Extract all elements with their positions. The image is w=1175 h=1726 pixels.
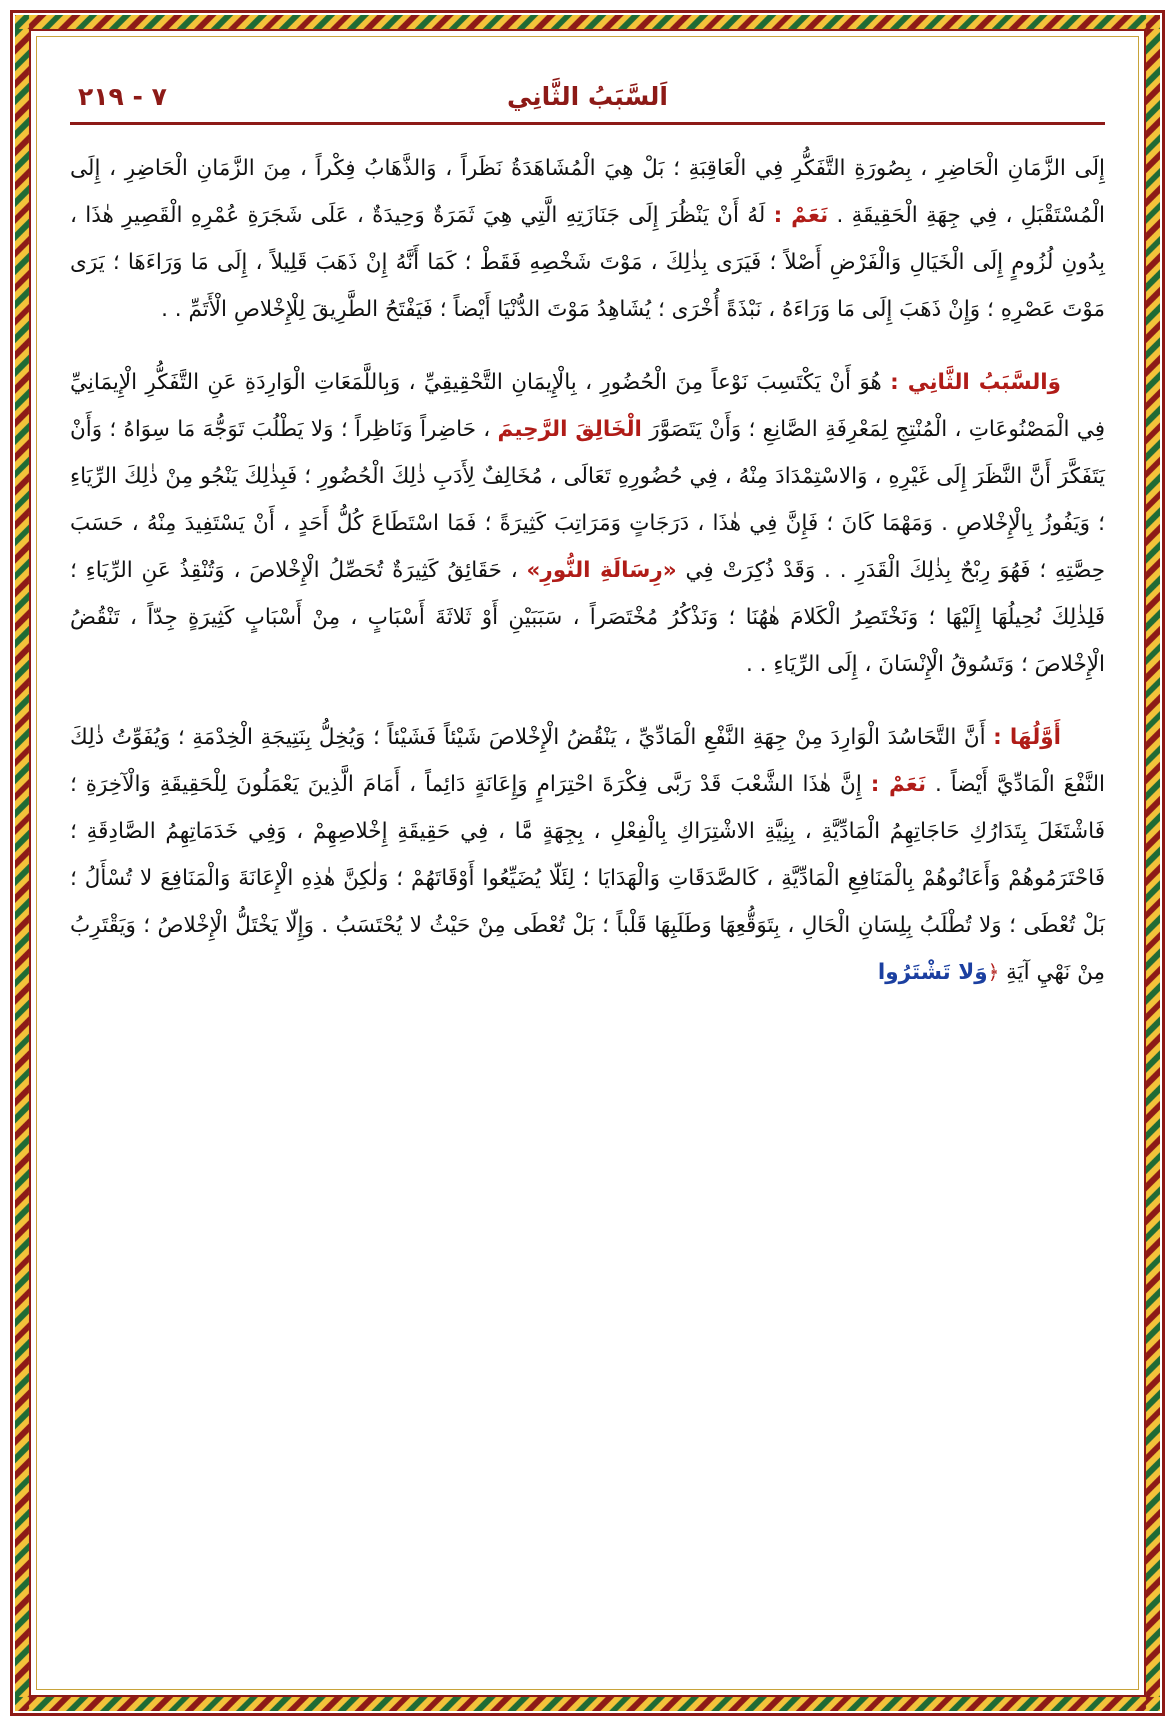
paragraph	[70, 714, 1105, 996]
highlighted-text-run: نَعَمْ :	[773, 203, 829, 228]
text-run: ، حَاضِراً وَنَاظِراً ؛ وَلا يَطْلُبَ تَوَجُّهَ مَا سِوَاهُ ؛ وَأَنْ يَتَفَكَّرَ أَنَّ النَّظَرَ إِلَى غَيْرِهِ ، وَالاسْتِمْدَادَ مِنْهُ ، فِي حُضُورِهِ تَعَالَى ، مُخَالِفٌ لِأَدَبِ ذٰلِكَ الْحُضُورِ ؛ فَبِذٰلِكَ يَنْجُو مِنْ ذٰلِكَ الرِّيَاءِ ؛ وَيَفُوزُ بِالْإِخْلاصِ . وَمَهْمَا كَانَ ؛ فَإِنَّ فِي هٰذَا ، دَرَجَاتٍ وَمَرَاتِبَ كَثِيرَةً ؛ فَمَا اسْتَطَاعَ كُلُّ أَحَدٍ ، أَنْ يَسْتَفِيدَ مِنْهُ ، حَسَبَ حِصَّتِهِ ؛ فَهُوَ رِبْحٌ بِذٰلِكَ الْقَدَرِ . . وَقَدْ ذُكِرَتْ فِي	[70, 417, 1105, 583]
highlighted-text-run: وَلا تَشْتَرُوا	[877, 960, 988, 985]
text-run: إِلَى الزَّمَانِ الْحَاضِرِ ، بِصُورَةِ التَّفَكُّرِ فِي الْعَاقِبَةِ ؛ بَلْ هِيَ الْمُشَاهَدَةُ نَظَراً ، وَالذَّهَابُ فِكْراً ، مِنَ الزَّمَانِ الْحَاضِرِ ، إِلَى الْمُسْتَقْبَلِ ، فِي جِهَةِ الْحَقِيقَةِ .	[70, 156, 1105, 228]
header-divider	[70, 122, 1105, 125]
text-run: هُوَ أَنْ يَكْتَسِبَ نَوْعاً مِنَ الْحُضُورِ ، بِالْإِيمَانِ التَّحْقِيقِيِّ ، وَبِاللَّمَعَاتِ الْوَارِدَةِ عَنِ التَّفَكُّرِ الْإِيمَانِيِّ فِي الْمَصْنُوعَاتِ ، الْمُنْتِجِ لِمَعْرِفَةِ الصَّانِعِ ؛ وَأَنْ يَتَصَوَّرَ	[70, 370, 1105, 442]
paragraph	[70, 359, 1105, 688]
page-content	[52, 52, 1123, 1674]
highlighted-text-run: وَالسَّبَبُ الثَّانِي :	[890, 370, 1062, 395]
body-text	[70, 145, 1105, 996]
paragraph	[70, 145, 1105, 333]
page-title: اَلسَّبَبُ الثَّانِي	[507, 81, 668, 111]
highlighted-text-run: الْخَالِقَ الرَّحِيمَ	[497, 417, 642, 442]
page-header	[70, 74, 1105, 118]
text-run: لَهُ أَنْ يَنْظُرَ إِلَى جَنَازَتِهِ الَّتِي هِيَ ثَمَرَةٌ وَحِيدَةٌ ، عَلَى شَجَرَةِ عُمْرِهِ الْقَصِيرِ هٰذَا ، بِدُونِ لُزُومٍ إِلَى الْخَيَالِ وَالْفَرْضِ أَصْلاً ؛ فَيَرَى بِذٰلِكَ ، مَوْتَ شَخْصِهِ فَقَطْ ؛ كَمَا أَنَّهُ إِنْ ذَهَبَ قَلِيلاً ، إِلَى مَا وَرَاءَهَا ؛ يَرَى مَوْتَ عَصْرِهِ ؛ وَإِنْ ذَهَبَ إِلَى مَا وَرَاءَهُ ، نَبْذَةً أُخْرَى ؛ يُشَاهِدُ مَوْتَ الدُّنْيَا أَيْضاً ؛ فَيَفْتَحُ الطَّرِيقَ لِلْإِخْلاصِ الْأَتَمِّ . .	[70, 203, 1105, 322]
highlighted-text-run: أَوَّلُهَا :	[993, 725, 1061, 750]
page-number: ٧ - ٢١٩	[78, 81, 167, 111]
highlighted-text-run: ﴿	[987, 960, 1000, 984]
text-run: إِنَّ هٰذَا الشَّعْبَ قَدْ رَبَّى فِكْرَةَ احْتِرَامٍ وَإِعَانَةٍ دَائِماً ، أَمَامَ الَّذِينَ يَعْمَلُونَ لِلْحَقِيقَةِ وَالْآخِرَةِ ؛ فَاشْتَغَلَ بِتَدَارُكِ حَاجَاتِهِمُ الْمَادِّيَّةِ ، بِنِيَّةِ الاشْتِرَاكِ بِالْفِعْلِ ، بِجِهَةٍ مَّا ، فِي حَقِيقَةِ إِخْلاصِهِمْ ، وَفِي خَدَمَاتِهِمُ الصَّادِقَةِ ؛ فَاحْتَرَمُوهُمْ وَأَعَانُوهُمْ بِالْمَنَافِعِ الْمَادِّيَّةِ ، كَالصَّدَقَاتِ وَالْهَدَايَا ؛ لِئَلّا يُضَيِّعُوا أَوْقَاتَهُمْ ؛ وَلٰكِنَّ هٰذِهِ الْإِعَانَةَ وَالْمَنَافِعَ لا تُسْأَلُ ؛ بَلْ تُعْطَى ؛ وَلا تُطْلَبُ بِلِسَانِ الْحَالِ ، بِتَوَقُّعِهَا وَطَلَبِهَا قَلْباً ؛ بَلْ تُعْطَى مِنْ حَيْثُ لا يُحْتَسَبُ . وَإِلّا يَخْتَلُّ الْإِخْلاصُ ؛ وَيَقْتَرِبُ مِنْ نَهْيِ آيَةِ	[70, 772, 1105, 985]
highlighted-text-run: «رِسَالَةِ النُّورِ»	[526, 558, 677, 583]
text-run: ، حَقَائِقُ كَثِيرَةٌ تُحَصِّلُ الْإِخْلاصَ ، وَتُنْقِذُ عَنِ الرِّيَاءِ ؛ فَلِذٰلِكَ نُحِيلُهَا إِلَيْهَا ؛ وَنَخْتَصِرُ الْكَلامَ هٰهُنَا ؛ وَنَذْكُرُ مُخْتَصَراً ، سَبَبَيْنِ أَوْ ثَلاثَةَ أَسْبَابٍ ، مِنْ أَسْبَابٍ كَثِيرَةٍ جِدّاً ، تَنْقُضُ الْإِخْلاصَ ؛ وَتَسُوقُ الْإِنْسَانَ ، إِلَى الرِّيَاءِ . .	[70, 558, 1105, 677]
highlighted-text-run: نَعَمْ :	[870, 772, 927, 797]
text-run: أَنَّ التَّحَاسُدَ الْوَارِدَ مِنْ جِهَةِ النَّفْعِ الْمَادِّيِّ ، يَنْقُضُ الْإِخْلاصَ شَيْئاً فَشَيْئاً ؛ وَيُخِلُّ بِنَتِيجَةِ الْخِدْمَةِ ؛ وَيُفَوِّتُ ذٰلِكَ النَّفْعَ الْمَادِّيَّ أَيْضاً .	[70, 725, 1106, 797]
